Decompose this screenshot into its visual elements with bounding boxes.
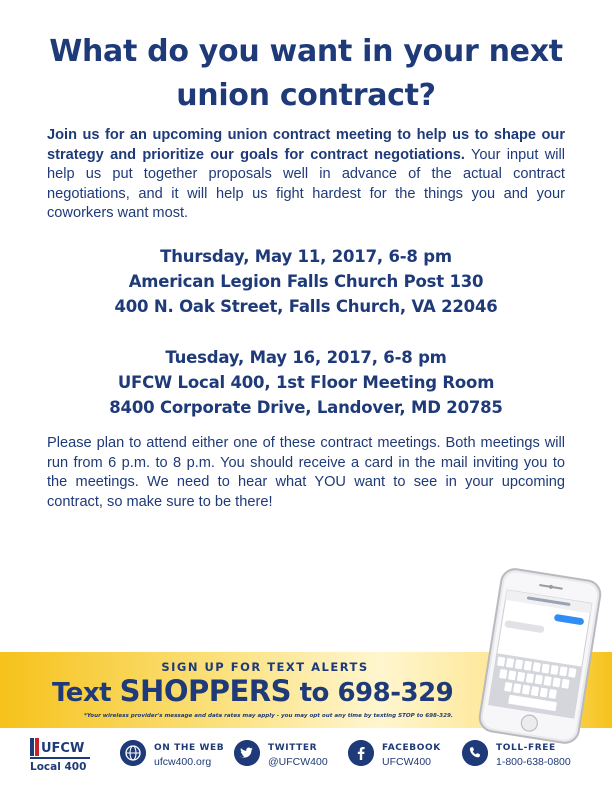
twitter-bird-icon [234, 740, 260, 766]
footer-web-heading: ON THE WEB [154, 743, 225, 753]
footer-twitter-handle[interactable]: @UFCW400 [268, 756, 328, 768]
globe-icon [120, 740, 146, 766]
footer-web-link[interactable]: ufcw400.org [154, 756, 212, 768]
logo-bottom: Local 400 [30, 761, 87, 772]
banner-disclaimer: *Your wireless provider's message and data rates may apply - you may opt out any time by texting STOP to 698-329. [84, 713, 453, 719]
facebook-icon [348, 740, 374, 766]
banner-cta [52, 674, 453, 708]
footer-facebook-handle[interactable]: UFCW400 [382, 756, 432, 768]
meeting-2 [40, 345, 572, 420]
meeting-1 [40, 244, 572, 319]
ufcw-local-400-logo [30, 738, 90, 772]
cta-prefix: Text [52, 678, 120, 708]
phone-icon [462, 740, 488, 766]
cta-mid: to [291, 678, 338, 708]
meeting-2-date: Tuesday, May 16, 2017, 6-8 pm [165, 348, 447, 367]
cta-number: 698-329 [337, 678, 454, 708]
footer-tollfree-heading: TOLL-FREE [496, 743, 556, 753]
meeting-1-date: Thursday, May 11, 2017, 6-8 pm [160, 247, 452, 266]
footer-twitter-heading: TWITTER [268, 743, 318, 753]
logo-top: UFCW [41, 741, 85, 756]
headline-line-1: What do you want in your next [49, 34, 563, 69]
footer-tollfree-number[interactable]: 1-800-638-0800 [496, 756, 571, 768]
footer [0, 736, 612, 776]
meeting-1-address: 400 N. Oak Street, Falls Church, VA 22046 [114, 297, 498, 316]
headline [40, 30, 572, 118]
intro-bold: Join us for an upcoming union contract meeting to help us to shape our strategy and prioritize our goals for contract negotiations. [47, 127, 565, 163]
meeting-1-venue: American Legion Falls Church Post 130 [128, 272, 484, 291]
meeting-2-venue: UFCW Local 400, 1st Floor Meeting Room [117, 373, 495, 392]
intro-paragraph [47, 126, 565, 224]
headline-line-2: union contract? [176, 78, 436, 113]
closing-paragraph: Please plan to attend either one of these contract meetings. Both meetings will run from 6 p.m. to 8 p.m. You should receive a card in the mail inviting you to the meetings. We need to hear what YOU want to see in your upcoming contract, so make sure to be there! [47, 435, 565, 510]
meeting-2-address: 8400 Corporate Drive, Landover, MD 20785 [109, 398, 503, 417]
footer-facebook-heading: FACEBOOK [382, 743, 441, 753]
banner-label: SIGN UP FOR TEXT ALERTS [161, 660, 369, 674]
cta-keyword: SHOPPERS [119, 674, 292, 708]
intro-rest: Your input will help us put together proposals well in advance of the actual contract negotiations, and it will help us fight hardest for the things you and your coworkers want most. [47, 146, 565, 221]
